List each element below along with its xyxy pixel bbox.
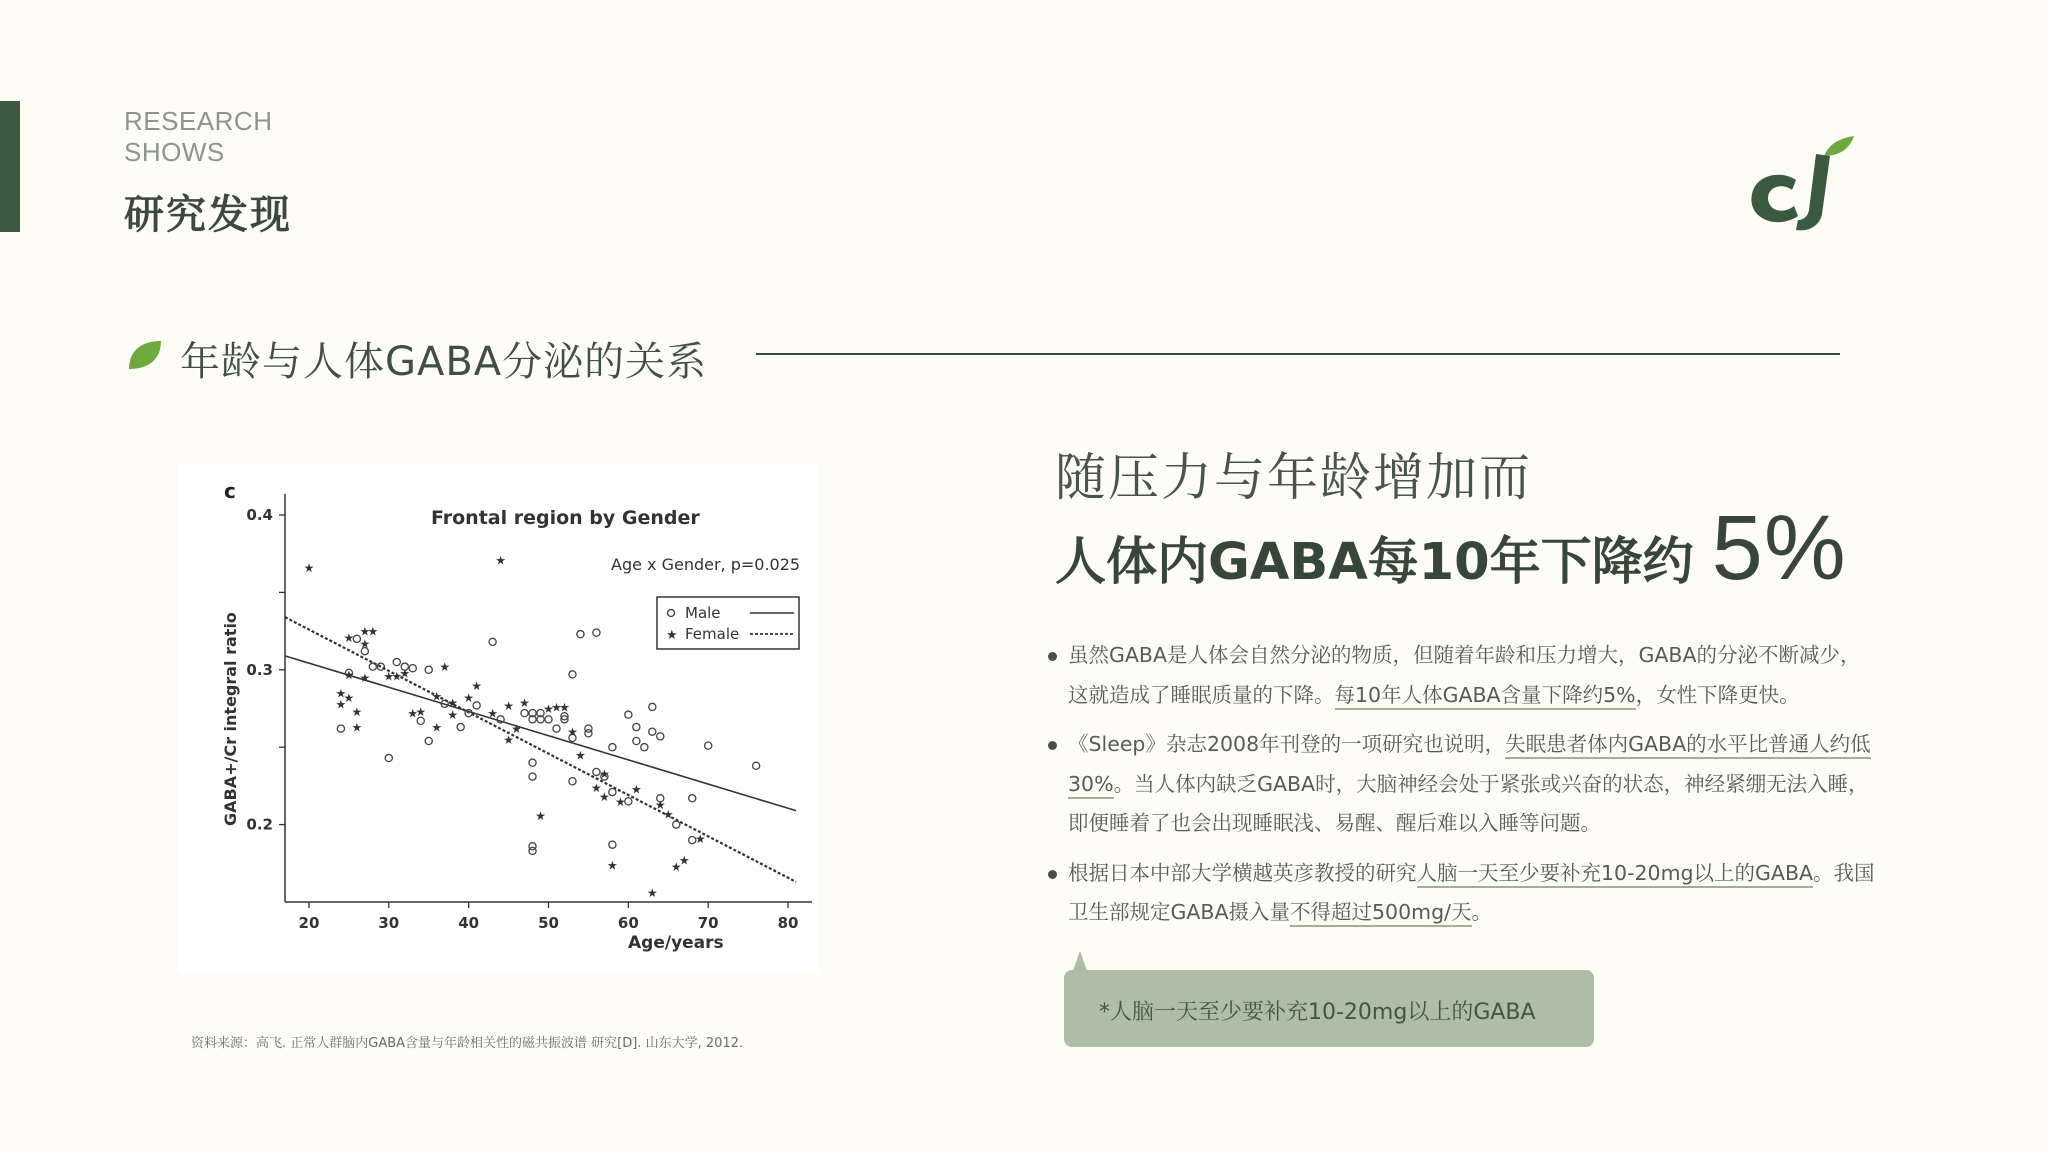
bullet-dot xyxy=(1048,652,1057,661)
page-title: 研究发现 xyxy=(124,192,292,238)
female-data-point: ★ xyxy=(303,561,315,576)
finding-text: 。我国卫生部规定GABA摄入量 xyxy=(1068,860,1875,924)
finding-item xyxy=(1048,725,1878,844)
headline-line-2-text: 人体内GABA每10年下降约 xyxy=(1055,533,1694,592)
finding-text: 《Sleep》杂志2008年刊登的一项研究也说明， xyxy=(1068,732,1506,756)
male-data-point xyxy=(473,702,480,709)
male-data-point xyxy=(569,778,576,785)
female-data-point: ★ xyxy=(359,671,371,686)
female-data-point: ★ xyxy=(654,797,666,812)
male-data-point xyxy=(337,725,344,732)
logo-leaf xyxy=(1824,136,1854,156)
findings-list xyxy=(1048,636,1878,943)
female-data-point: ★ xyxy=(447,708,459,723)
female-data-point: ★ xyxy=(359,636,371,651)
male-data-point xyxy=(609,841,616,848)
male-data-point xyxy=(569,671,576,678)
scatter-chart-card xyxy=(178,464,818,974)
male-data-point xyxy=(425,666,432,673)
male-data-point xyxy=(633,737,640,744)
female-data-point: ★ xyxy=(343,630,355,645)
finding-text: 。当人体内缺乏GABA时，大脑神经会处于紧张或兴奋的状态，神经紧绷无法入睡，即便睡着了也会出现睡眠浅、易醒、醒后难以入睡等问题。 xyxy=(1068,771,1869,835)
x-tick-label: 40 xyxy=(458,914,480,932)
female-data-point: ★ xyxy=(439,660,451,675)
male-data-point xyxy=(385,754,392,761)
finding-highlight: 每10年人体GABA含量下降约5% xyxy=(1335,683,1636,710)
finding-text: ，女性下降更快。 xyxy=(1635,682,1800,707)
finding-text: 。 xyxy=(1471,900,1493,924)
female-data-point: ★ xyxy=(383,669,395,684)
x-tick-label: 50 xyxy=(538,914,559,932)
female-data-point: ★ xyxy=(503,732,514,747)
accent-bar xyxy=(0,101,20,232)
female-data-point: ★ xyxy=(599,767,610,782)
female-data-point: ★ xyxy=(415,705,427,720)
male-data-point xyxy=(625,711,632,718)
female-data-point: ★ xyxy=(487,706,498,721)
chart-title: Frontal region by Gender xyxy=(431,507,700,529)
y-axis-label: GABA+/Cr integral ratio xyxy=(221,612,240,826)
finding-item xyxy=(1048,636,1878,715)
male-data-point xyxy=(529,759,536,766)
male-data-point xyxy=(393,658,400,665)
female-data-point: ★ xyxy=(431,689,443,704)
x-tick-label: 30 xyxy=(378,914,400,932)
bullet-dot xyxy=(1048,870,1057,879)
male-data-point xyxy=(489,638,496,645)
female-data-point: ★ xyxy=(399,666,411,681)
finding-text: 虽然GABA是人体会自然分泌的物质，但随着年龄和压力增大，GABA的分泌不断减少，这就造成了睡眠质量的下降。 xyxy=(1068,643,1861,707)
legend-male-label: Male xyxy=(685,604,721,622)
chart-panel-letter: c xyxy=(224,479,236,503)
finding-highlight: 失眠患者体内GABA的水平比普通人约低30% xyxy=(1068,732,1871,799)
male-data-point xyxy=(673,821,680,828)
female-data-point: ★ xyxy=(630,782,642,797)
y-tick-label: 0.2 xyxy=(246,815,273,834)
female-data-point: ★ xyxy=(343,691,355,706)
chart-legend xyxy=(657,597,799,649)
female-data-point: ★ xyxy=(646,886,658,901)
y-tick-label: 0.3 xyxy=(246,660,273,679)
female-data-point: ★ xyxy=(495,553,506,568)
female-data-point: ★ xyxy=(543,701,554,716)
male-data-point xyxy=(609,744,616,751)
headline-line-2 xyxy=(1055,496,1847,601)
finding-item xyxy=(1048,854,1878,933)
female-data-point: ★ xyxy=(431,720,443,735)
x-tick-label: 70 xyxy=(697,914,719,932)
male-data-point xyxy=(521,710,528,717)
female-data-point: ★ xyxy=(678,853,690,868)
eyebrow-line-1: RESEARCH xyxy=(124,106,273,136)
female-data-point: ★ xyxy=(606,858,618,873)
female-data-point: ★ xyxy=(599,790,610,805)
scatter-chart xyxy=(178,464,818,974)
female-data-point: ★ xyxy=(343,667,355,682)
female-data-point: ★ xyxy=(575,748,586,763)
callout-text: *人脑一天至少要补充10-20mg以上的GABA xyxy=(1099,1000,1536,1025)
finding-highlight: 不得超过500mg/天 xyxy=(1290,900,1472,927)
eyebrow-label xyxy=(124,106,272,168)
callout-pointer xyxy=(1073,951,1087,971)
female-data-point: ★ xyxy=(591,780,602,795)
female-data-point: ★ xyxy=(567,725,578,740)
male-data-point xyxy=(657,733,664,740)
female-data-point: ★ xyxy=(694,832,706,847)
female-data-point: ★ xyxy=(503,698,514,713)
male-data-point xyxy=(457,723,464,730)
female-data-point: ★ xyxy=(559,700,570,715)
male-data-point xyxy=(409,665,416,672)
female-data-point: ★ xyxy=(670,859,682,874)
female-data-point: ★ xyxy=(614,794,626,809)
legend-female-marker: ★ xyxy=(666,628,678,643)
female-data-point: ★ xyxy=(535,808,546,823)
section-divider xyxy=(756,353,1840,355)
x-tick-label: 60 xyxy=(617,914,639,932)
female-data-point: ★ xyxy=(407,706,419,721)
male-data-point xyxy=(705,742,712,749)
female-data-point: ★ xyxy=(463,691,475,706)
male-data-point xyxy=(641,744,648,751)
leaf-bullet-icon xyxy=(127,339,163,371)
female-data-point: ★ xyxy=(335,697,347,712)
x-tick-label: 20 xyxy=(298,914,320,932)
male-data-point xyxy=(577,631,584,638)
female-data-point: ★ xyxy=(519,695,530,710)
male-data-point xyxy=(529,847,536,854)
chart-annotation: Age x Gender, p=0.025 xyxy=(611,555,801,574)
female-data-point: ★ xyxy=(351,705,363,720)
headline-line-1: 随压力与年龄增加而 xyxy=(1055,449,1533,508)
source-citation: 资料来源：高飞. 正常人群脑内GABA含量与年龄相关性的磁共振波谱 研究[D]. 山东大学, 2012. xyxy=(191,1036,744,1051)
female-data-point: ★ xyxy=(351,720,363,735)
male-data-point xyxy=(625,798,632,805)
brand-logo xyxy=(1742,136,1854,234)
male-data-point xyxy=(425,737,432,744)
female-data-point: ★ xyxy=(367,624,379,639)
finding-highlight: 人脑一天至少要补充10-20mg以上的GABA xyxy=(1417,861,1814,888)
female-data-point: ★ xyxy=(551,700,562,715)
male-data-point xyxy=(585,725,592,732)
legend-female-label: Female xyxy=(685,625,740,643)
male-data-point xyxy=(649,703,656,710)
headline-figure: 5% xyxy=(1711,497,1847,599)
male-data-point xyxy=(529,773,536,780)
section-title: 年龄与人体GABA分泌的关系 xyxy=(180,339,708,385)
male-data-point xyxy=(545,716,552,723)
female-data-point: ★ xyxy=(662,807,674,822)
finding-text: 根据日本中部大学横越英彦教授的研究 xyxy=(1068,860,1417,885)
bullet-dot xyxy=(1048,741,1057,750)
female-data-point: ★ xyxy=(447,695,459,710)
male-data-point xyxy=(593,629,600,636)
female-data-point: ★ xyxy=(335,686,347,701)
female-data-point: ★ xyxy=(471,678,483,693)
eyebrow-line-2: SHOWS xyxy=(124,137,225,167)
male-data-point xyxy=(689,795,696,802)
female-data-point: ★ xyxy=(511,722,522,737)
female-trend-line xyxy=(285,617,796,882)
male-data-point xyxy=(633,723,640,730)
male-data-point xyxy=(649,728,656,735)
x-tick-label: 80 xyxy=(777,914,799,932)
female-data-point: ★ xyxy=(359,624,371,639)
male-data-point xyxy=(753,762,760,769)
x-axis-label: Age/years xyxy=(628,933,724,953)
female-data-point: ★ xyxy=(391,669,403,684)
logo-letter-i xyxy=(1796,154,1830,230)
logo-letter-c xyxy=(1751,175,1798,222)
y-tick-label: 0.4 xyxy=(246,505,273,524)
male-data-point xyxy=(553,725,560,732)
